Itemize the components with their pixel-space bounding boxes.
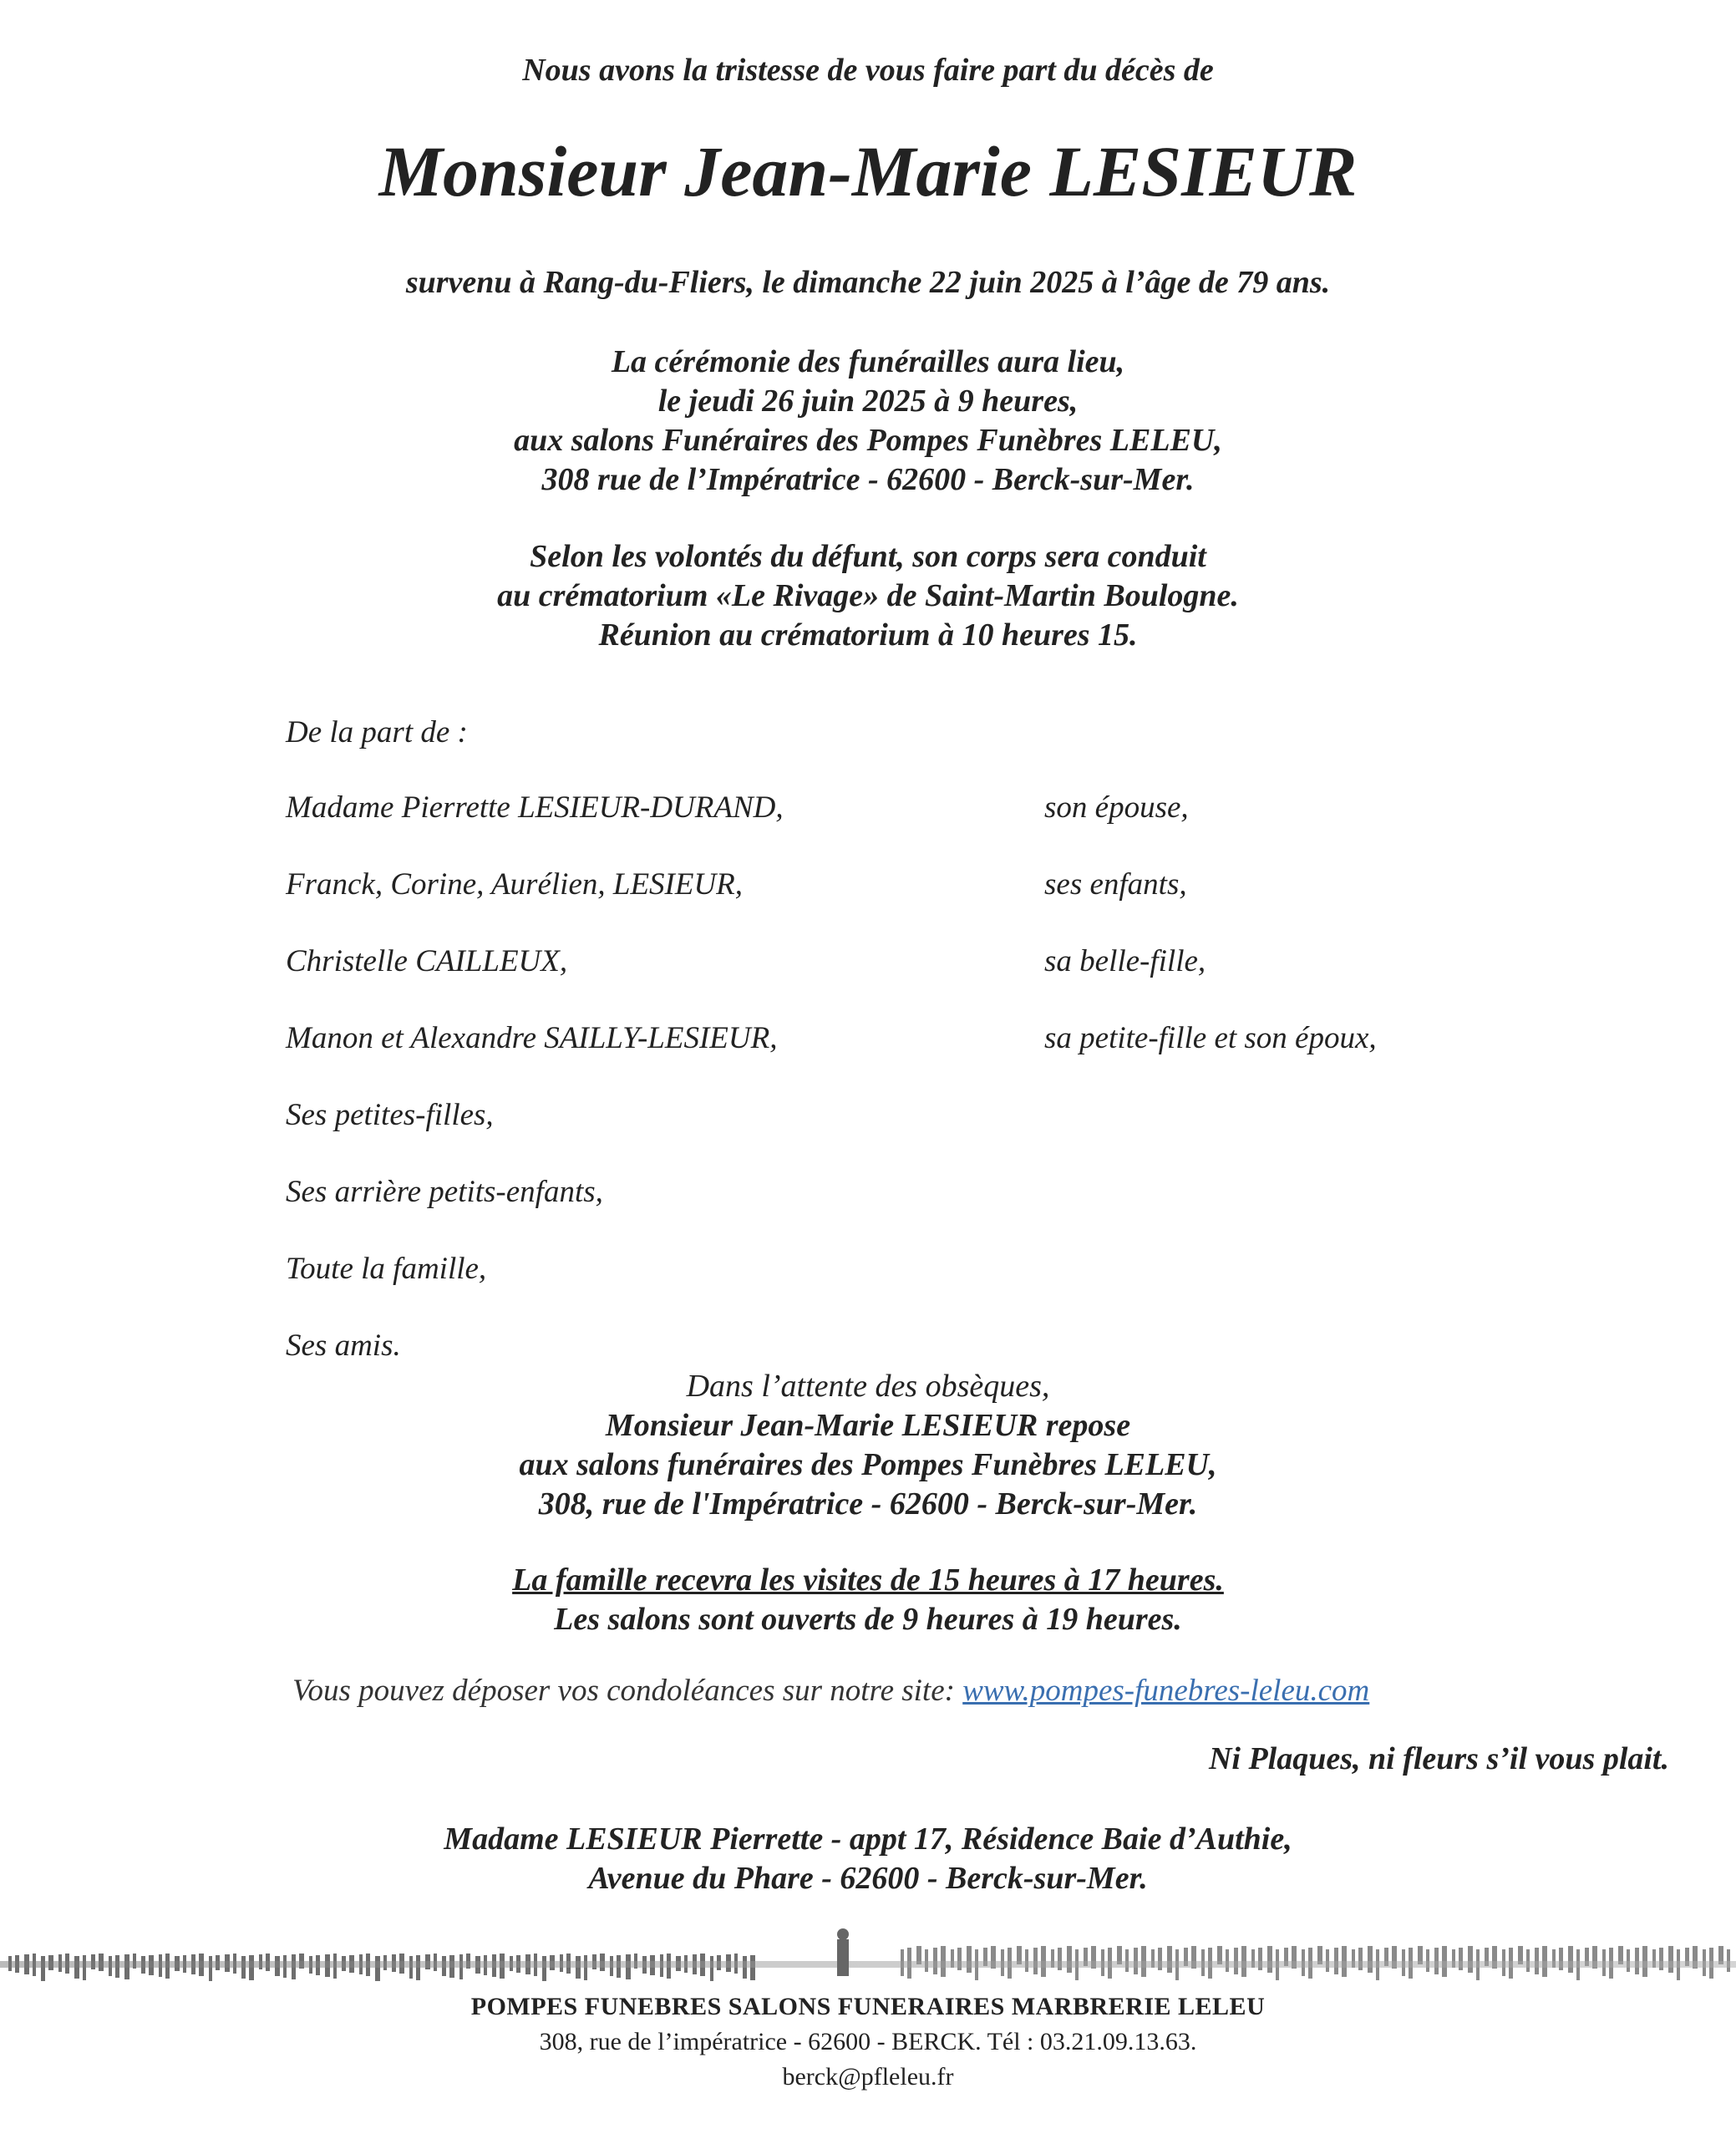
footer-email: berck@pfleleu.fr <box>782 2063 954 2091</box>
beach-post <box>1025 1949 1028 1972</box>
family-member-name: Ses amis. <box>286 1329 401 1363</box>
family-member-name: Christelle CAILLEUX, <box>286 944 568 978</box>
visits-block <box>0 1561 1736 1639</box>
walking-figure-icon <box>837 1928 849 1976</box>
condolences-link[interactable]: www.pompes-funebres-leleu.com <box>962 1674 1370 1708</box>
beach-post <box>375 1956 380 1981</box>
ceremony-line: La cérémonie des funérailles aura lieu, <box>611 344 1125 379</box>
beach-post <box>1727 1949 1730 1972</box>
ceremony-line: le jeudi 26 juin 2025 à 9 heures, <box>657 384 1079 419</box>
beach-post <box>1267 1946 1272 1973</box>
waiting-block <box>0 1367 1736 1524</box>
beach-post <box>1167 1946 1172 1973</box>
beach-post <box>41 1956 45 1981</box>
beach-post <box>1468 1946 1473 1973</box>
cremation-line: au crématorium «Le Rivage» de Saint-Martin Boulogne. <box>497 578 1239 613</box>
beach-post <box>209 1956 212 1981</box>
footer-company: POMPES FUNEBRES SALONS FUNERAIRES MARBRERIE LELEU <box>470 1993 1266 2020</box>
ceremony-line: aux salons Funéraires des Pompes Funèbres LELEU, <box>514 423 1222 458</box>
beach-silhouette-band <box>0 1924 1736 1983</box>
beach-post <box>1226 1949 1229 1972</box>
waiting-line: 308, rue de l'Impératrice - 62600 - Berck-sur-Mer. <box>538 1486 1198 1522</box>
family-member-name: Toute la famille, <box>286 1252 487 1286</box>
condolences-line <box>292 1673 1369 1709</box>
family-member-name: Manon et Alexandre SAILLY-LESIEUR, <box>286 1021 778 1055</box>
deceased-name: Monsieur Jean-Marie LESIEUR <box>378 131 1358 211</box>
death-info: survenu à Rang-du-Fliers, le dimanche 22 juin 2025 à l’âge de 79 ans. <box>405 265 1331 300</box>
waiting-line: aux salons funéraires des Pompes Funèbres LELEU, <box>519 1447 1217 1482</box>
beach-post <box>1368 1946 1373 1973</box>
beach-post <box>1426 1949 1429 1972</box>
no-flowers-note: Ni Plaques, ni fleurs s’il vous plait. <box>1208 1741 1669 1776</box>
family-member-relation: sa petite-fille et son époux, <box>1044 1021 1377 1055</box>
family-member-relation: ses enfants, <box>1044 867 1187 902</box>
beach-post <box>1627 1949 1630 1972</box>
beach-post <box>1125 1949 1129 1972</box>
beach-post <box>1326 1949 1329 1972</box>
from-label: De la part de : <box>286 715 468 749</box>
beach-post <box>967 1946 972 1973</box>
family-member-relation: son épouse, <box>1044 790 1189 825</box>
cremation-line: Selon les volontés du défunt, son corps sera conduit <box>530 539 1206 574</box>
beach-post <box>1067 1946 1072 1973</box>
cremation-line: Réunion au crématorium à 10 heures 15. <box>598 617 1138 653</box>
waiting-line: Dans l’attente des obsèques, <box>686 1369 1050 1404</box>
ceremony-block <box>0 343 1736 500</box>
ceremony-line: 308 rue de l’Impératrice - 62600 - Berck-sur-Mer. <box>541 462 1195 497</box>
condolences-text: Vous pouvez déposer vos condoléances sur notre site: <box>292 1674 955 1708</box>
beach-post <box>1526 1949 1530 1972</box>
intro-line: Nous avons la tristesse de vous faire part du décès de <box>522 53 1214 88</box>
family-address-block <box>0 1820 1736 1898</box>
beach-post <box>1668 1946 1673 1973</box>
family-member-name: Franck, Corine, Aurélien, LESIEUR, <box>286 867 744 902</box>
family-member-name: Ses arrière petits-enfants, <box>286 1175 603 1209</box>
beach-post <box>542 1956 546 1981</box>
family-member-relation: sa belle-fille, <box>1044 944 1206 978</box>
visits-hours: La famille recevra les visites de 15 heures à 17 heures. <box>512 1562 1224 1598</box>
opening-hours: Les salons sont ouverts de 9 heures à 19 heures. <box>554 1602 1182 1637</box>
cremation-block <box>0 537 1736 655</box>
waiting-line: Monsieur Jean-Marie LESIEUR repose <box>605 1408 1131 1443</box>
beach-post <box>925 1949 928 1972</box>
family-member-name: Madame Pierrette LESIEUR-DURAND, <box>286 790 784 825</box>
family-address-line: Avenue du Phare - 62600 - Berck-sur-Mer. <box>588 1861 1148 1896</box>
sand-line <box>0 1961 1736 1968</box>
family-member-name: Ses petites-filles, <box>286 1098 494 1132</box>
footer-address: 308, rue de l’impératrice - 62600 - BERCK. Tél : 03.21.09.13.63. <box>539 2028 1197 2055</box>
beach-post <box>710 1956 713 1981</box>
beach-post <box>1568 1946 1573 1973</box>
family-address-line: Madame LESIEUR Pierrette - appt 17, Résidence Baie d’Authie, <box>444 1821 1292 1857</box>
